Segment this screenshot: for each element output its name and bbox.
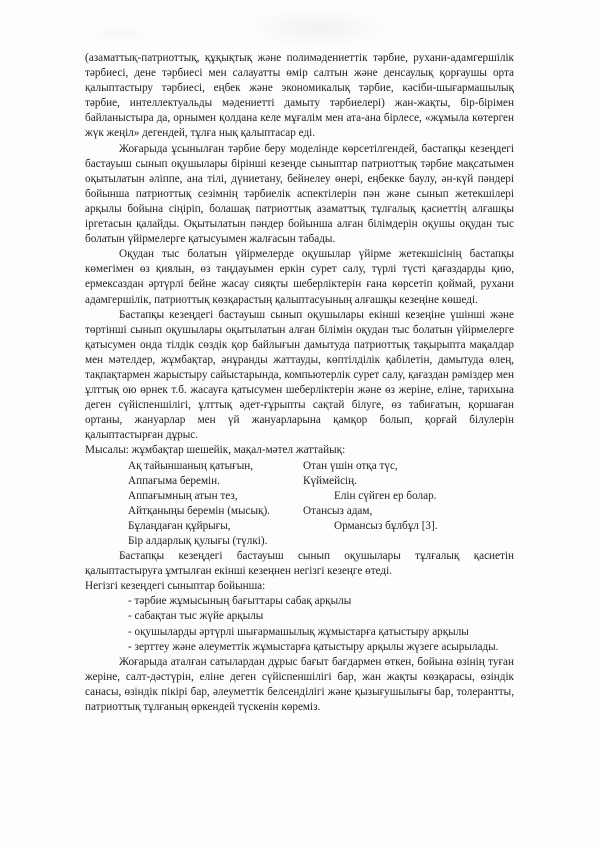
list-item: - оқушыларды әртүрлі шығармашылық жұмыстарға қатыстыру арқылы bbox=[128, 625, 469, 638]
paragraph-education-model-first-stage: Жоғарыда ұсынылған тәрбие беру моделінде көрсетілгендей, бастапқы кезеңдегі бастауыш сынып оқушылары бірінші кезеңде сыныптар патриоттық тәрбие мақсатымен оқытылатын әліппе, ана тілі, дүниетану, бейнелеу өнері, еңбекке баулу, ән-күй пәндері бойынша патриоттық сезімнің тәрбиелік аспектілерін пән және сынып жетекшілері арқылы бойына сіңіріп, болашақ патриоттық азаматтық тұлғалық қасиеттің алғашқы іргетасын қалайды. Оқытылатын пәндер бойынша алған білімдерін оқушы оқудан тыс болатын үйірмелерге қатысуымен жалғасын табады. bbox=[85, 142, 514, 246]
verse-row bbox=[85, 504, 514, 519]
verse-row bbox=[85, 534, 514, 549]
paragraph-stage-transition: Бастапқы кезеңдегі бастауыш сынып оқушылары тұлғалық қасиетін қалыптастыруға ұмтылған екінші кезеңнен негізгі кезеңге өтеді. bbox=[85, 550, 514, 578]
paragraph-extracurricular-circles: Оқудан тыс болатын үйірмелерде оқушылар үйірме жетекшісінің бастапқы көмегімен өз қиялын, өз таңдауымен еркін сурет салу, түрлі түсті қағаздарды қию, ермексаздан әртүрлі бейне жасау сияқты шеберліктерін ғана көрсетіп қоймай, рухани адамгершілік, патриоттық көзқарастың қалыптасуының алғашқы кезеңіне көшеді. bbox=[85, 248, 514, 306]
scan-artifact bbox=[248, 8, 388, 48]
scan-artifact bbox=[90, 26, 150, 42]
verse-right-line: Отан үшін отқа түс, bbox=[303, 459, 398, 472]
verse-left-line: Айтқаныңы беремін (мысық). bbox=[128, 504, 270, 517]
verse-left-line: Бұлаңдаған құйрығы, bbox=[128, 519, 231, 532]
list-item: - тәрбие жұмысының бағыттары сабақ арқылы bbox=[128, 595, 352, 608]
verse-row bbox=[85, 474, 514, 489]
main-stage-heading: Негізгі кезеңдегі сыныптар бойынша: bbox=[85, 580, 266, 593]
verse-right-line: Күймейсің. bbox=[303, 474, 357, 487]
verse-left-line: Ақ тайыншаның қатығын, bbox=[128, 459, 254, 472]
verse-row bbox=[85, 459, 514, 474]
paragraph-education-types-continuation: (азаматтық-патриоттық, құқықтық және полимәдениеттік тәрбие, рухани-адамгершілік тәрбиесі, дене тәрбиесі мен салауатты өмір салтын және денсаулық қорғаушы орта қалыптастыру тәрбиесі, еңбек және экономикалық тәрбие, кәсіби-шығармашылық тәрбие, интеллектуальды мәдениетті дамыту тәрбиелері) жан-жақты, бір-бірімен байланыстыра да, орнымен қолдана келе мұғалім мен ата-ана бірлесе, «жұмыла көтерген жүк жеңіл» дегендей, тұлға нық қалыптасар еді. bbox=[85, 52, 514, 140]
example-intro-line: Мысалы: жұмбақтар шешейік, мақал-мәтел жаттайық: bbox=[85, 444, 346, 457]
directions-list bbox=[85, 594, 514, 654]
verse-left-line: Аппағымның атын тез, bbox=[128, 489, 238, 502]
riddles-proverbs-block bbox=[85, 459, 514, 550]
verse-right-line bbox=[303, 534, 514, 549]
verse-left-line: Бір алдарлық қулығы (түлкі). bbox=[128, 535, 268, 547]
list-item: - сабақтан тыс жүйе арқылы bbox=[128, 610, 264, 623]
verse-row bbox=[85, 519, 514, 534]
verse-left-line: Аппағыма беремін. bbox=[128, 474, 220, 487]
verse-right-line: Елін сүйген ер болар. bbox=[334, 489, 437, 502]
paragraph-closing-conclusion: Жоғарыда аталған сатылардан дұрыс бағыт бағдармен өткен, бойына өзінің туған жеріне, салт-дәстүрін, еліне деген сүйіспеншілігі бар, жан жақты көзқарасы, өзіндік санасы, өзіндік пікірі бар, әлеуметтік белсенділігі және қызығушылығы бар, толерантты, патриоттық тұлғаның өркендей түскенін көреміз. bbox=[85, 655, 514, 714]
list-item: - зерттеу және әлеуметтік жұмыстарға қатыстыру арқылы жүзеге асырылады. bbox=[128, 640, 499, 653]
verse-row bbox=[85, 489, 514, 504]
paragraph-second-stage-skills: Бастапқы кезеңдегі бастауыш сынып оқушылары екінші кезеңіне үшінші және төртінші сынып оқушылары оқытылатын алған білімін оқудан тыс болатын үйірмелерге қатысумен онда тілдік сөздік қор байлығын дамытуда патриоттық тақырыпта мақалдар мен мәтелдер, жұмбақтар, әнұранды жаттауды, көптілділік қабілетін, дамытуда өлең, тақпақтармен жарыстыру сайыстарында, компьютерлік сурет салу, қағаздан рәміздер мен ұлттық ою өрнек т.б. жасауға қатысумен шеберліктерін және өз жеріне, еліне, тарихына деген сүйіспеншілігі, ұлттық әдет-ғұрыпты сақтай білуге, өз табиғатын, қоршаған ортаны, жануарлар мен үй жануарларына қамқор болып, қорғай білулерін қалыптастырған дұрыс. bbox=[85, 308, 514, 442]
verse-right-line: Отансыз адам, bbox=[303, 504, 373, 517]
verse-right-line: Ормансыз бұлбұл [3]. bbox=[334, 519, 438, 532]
